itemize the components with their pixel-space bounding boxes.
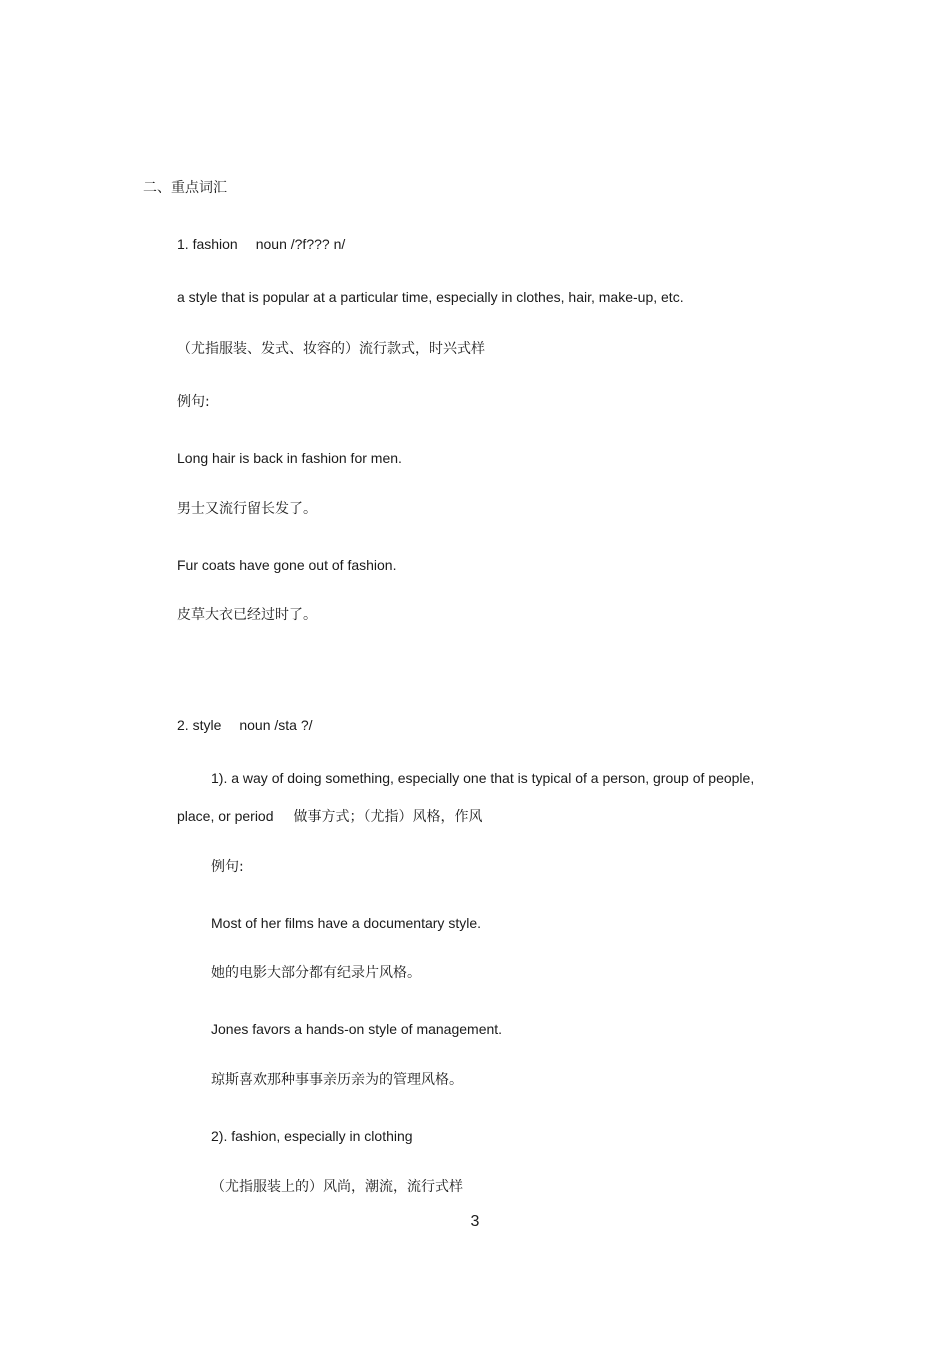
word2-sense1-definition-line2 bbox=[177, 807, 483, 826]
word1-headword: 1. fashion bbox=[177, 236, 238, 252]
word2-sense2-definition-cn: （尤指服装上的）风尚，潮流，流行式样 bbox=[211, 1179, 463, 1195]
word1-examples-label: 例句: bbox=[177, 394, 210, 410]
section-heading: 二、重点词汇 bbox=[143, 180, 227, 196]
word2-sense1-example2-cn: 琼斯喜欢那种事事亲历亲为的管理风格。 bbox=[211, 1072, 463, 1088]
word2-sense1-definition-en-tail: place, or period bbox=[177, 808, 274, 824]
word2-sense2-definition-en: 2). fashion, especially in clothing bbox=[211, 1128, 413, 1144]
word1-example2-cn: 皮草大衣已经过时了。 bbox=[177, 607, 317, 623]
word2-pos-phonetic: noun /sta ?/ bbox=[239, 717, 313, 733]
word2-title bbox=[177, 716, 313, 734]
word1-example1-en: Long hair is back in fashion for men. bbox=[177, 450, 402, 466]
word1-title bbox=[177, 235, 345, 253]
word2-sense1-example1-cn: 她的电影大部分都有纪录片风格。 bbox=[211, 965, 421, 981]
page-number: 3 bbox=[470, 1213, 480, 1230]
word2-sense1-example1-en: Most of her films have a documentary style. bbox=[211, 915, 481, 931]
word1-example2-en: Fur coats have gone out of fashion. bbox=[177, 557, 397, 573]
word1-definition-en: a style that is popular at a particular time, especially in clothes, hair, make-up, etc. bbox=[177, 289, 684, 305]
word2-sense1-examples-label: 例句: bbox=[211, 859, 244, 875]
word2-sense1-example2-en: Jones favors a hands-on style of management. bbox=[211, 1021, 503, 1037]
word1-pos-phonetic: noun /?f??? n/ bbox=[255, 236, 346, 252]
word2-headword: 2. style bbox=[177, 717, 222, 733]
word1-definition-cn: （尤指服装、发式、妆容的）流行款式，时兴式样 bbox=[177, 341, 485, 357]
word1-example1-cn: 男士又流行留长发了。 bbox=[177, 501, 317, 517]
word2-sense1-definition-line1: 1). a way of doing something, especially one that is typical of a person, group of people, bbox=[211, 770, 755, 786]
word2-sense1-definition-cn: 做事方式；（尤指）风格，作风 bbox=[293, 809, 483, 825]
